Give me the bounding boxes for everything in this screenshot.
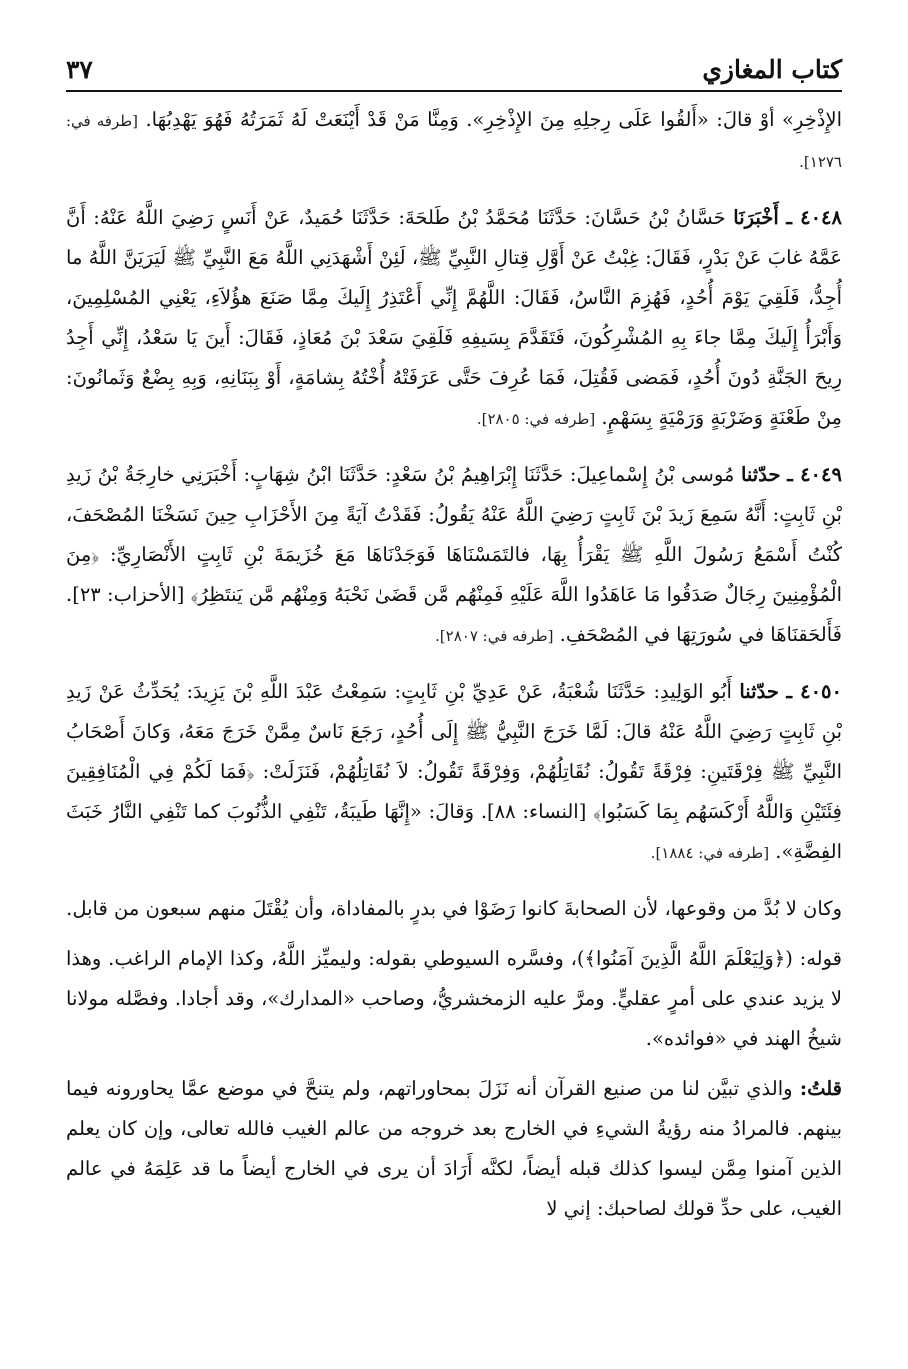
hadith-lead: أَخْبَرَنَا — [733, 206, 779, 229]
book-title: كتاب المغازي — [702, 55, 842, 84]
cross-reference: [طرفه في: ١٨٨٤]. — [650, 844, 770, 862]
hadith-4048 — [66, 198, 842, 439]
commentary-text: والذي تبيَّن لنا من صنيع القرآن أنه نَزَلَ بمحاوراتهم، ولم يتنحَّ في موضع عمَّا يحاورونه فيما بينهم. فالمرادُ منه رؤيةُ الشيءِ في الخارج بعد خروجه من عالم الغيب فالله تعالى، وإن كان يعلم الذين آمنوا مِمَّن ليسوا كذلك قبله أيضاً، لكنَّه أَرَادَ أن يرى في الخارج أيضاً ما قد عَلِمَهُ في عالم الغيب، على حدِّ قولك لصاحبك: إني لا — [66, 1077, 842, 1220]
header-divider — [66, 90, 842, 92]
hadith-text: أَبُو الوَلِيدِ: حَدَّثَنَا شُعْبَةُ، عَنْ عَدِيِّ بْنِ ثَابِتٍ: سَمِعْتُ عَبْدَ اللَّهِ بْنَ يَزِيدَ: يُحَدِّثُ عَنْ زَيدِ بْنِ ثَابِتٍ رَضِيَ اللَّهُ عَنْهُ قالَ: لَمَّا خَرَجَ النَّبِيُّ ﷺ إِلَى أُحُدٍ، رَجَعَ نَاسٌ مِمَّنْ خَرَجَ مَعَهُ، وَكانَ أَصْحَابُ النَّبِيِّ ﷺ فِرْقَتَينِ: فِرْقَةً تَقُولُ: نُقَاتِلُهُمْ، وَفِرْقَةً تَقُولُ: لاَ نُقَاتِلُهُمْ، فَنَزَلَتْ: ﴿فَمَا لَكُمْ فِي الْمُنَافِقِينَ فِئَتَيْنِ وَاللَّهُ أَرْكَسَهُم بِمَا كَسَبُوا﴾ [النساء: ٨٨]. وَقالَ: «إِنَّهَا طَيبَةُ، تَنْفِي الذُّنُوبَ كما تَنْفِي النَّارُ خَبَثَ الفِضَّةِ». — [66, 680, 842, 863]
commentary-paragraph — [66, 1069, 842, 1229]
commentary-paragraph — [66, 939, 842, 1059]
commentary-paragraph — [66, 889, 842, 929]
commentary-text: قوله: (﴿وَلِيَعْلَمَ اللَّهُ الَّذِينَ آمَنُوا﴾)، وفسَّره السيوطي بقوله: وليميِّز اللَّهُ، وكذا الإمام الراغب. وهذا لا يزيد عندي على أمرٍ عقليٍّ. ومرَّ عليه الزمخشريُّ، وصاحب «المدارك»، وقد أجادا. وفصَّله مولانا شيخُ الهند في «فوائده». — [66, 947, 842, 1050]
hadith-text: حَسَّانُ بْنُ حَسَّانَ: حَدَّثَنَا مُحَمَّدُ بْنُ طَلحَةَ: حَدَّثَنَا حُمَيدٌ، عَنْ أَنَسٍ رَضِيَ اللَّهُ عَنْهُ: أَنَّ عَمَّهُ غابَ عَنْ بَدْرٍ، فَقَالَ: غِبْتُ عَنْ أَوَّلِ قِتالِ النَّبِيِّ ﷺ، لَئِنْ أَشْهَدَنِي اللَّهُ مَعَ النَّبِيِّ ﷺ لَيَرَيَنَّ اللَّهُ ما أُجِدُّ، فَلَقِيَ يَوْمَ أُحُدٍ، فَهُزِمَ النَّاسُ، فَقَالَ: اللَّهُمَّ إِنِّي أَعْتَذِرُ إِلَيكَ مِمَّا صَنَعَ هؤُلاَءِ، يَعْنِي المُسْلِمِينَ، وَأَبْرَأُ إِلَيكَ مِمَّا جاءَ بِهِ المُشْرِكُونَ، فَتَقَدَّمَ بِسَيفِهِ فَلَقِيَ سَعْدَ بْنَ مُعَاذٍ، فَقَالَ: أَينَ يَا سَعْدُ، إِنِّي أَجِدُ رِيحَ الجَنَّةِ دُونَ أُحُدٍ، فَمَضى فَقُتِلَ، فَمَا عُرِفَ حَتَّى عَرَفَتْهُ أُخْتُهُ بِشامَةٍ، أَوْ بِبَنَانِهِ، وَبِهِ بِضْعٌ وَثَمانُونَ: مِنْ طَعْنَةٍ وَضَرْبَةٍ وَرَمْيَةٍ بِسَهْمٍ. — [66, 206, 842, 429]
hadith-lead: حدّثنا — [739, 680, 779, 703]
hadith-lead: حدّثنا — [740, 463, 781, 486]
hadith-number: ٤٠٤٩ ـ — [787, 463, 842, 486]
hadith-4050 — [66, 672, 842, 873]
cross-reference: [طرفه في: ٢٨٠٥]. — [476, 410, 596, 428]
hadith-text: مُوسى بْنُ إِسْماعِيلَ: حَدَّثَنَا إِبْرَاهِيمُ بْنُ سَعْدٍ: حَدَّثَنَا ابْنُ شِهَابٍ: أَخْبَرَنِي خارِجَةُ بْنُ زَيدِ بْنِ ثَابِتٍ: أَنَّهُ سَمِعَ زَيدَ بْنَ ثَابِتٍ رَضِيَ اللَّهُ عَنْهُ يَقُولُ: فَقَدْتُ آيَةً مِنَ الأَحْزَابِ حِينَ نَسَخْنَا المُصْحَفَ، كُنْتُ أَسْمَعُ رَسُولَ اللَّهِ ﷺ يَقْرَأُ بِهَا، فالتَمَسْنَاهَا فَوَجَدْنَاهَا مَعَ خُزَيمَةَ بْنِ ثَابِتٍ الأَنْصَارِيِّ: ﴿مِنَ الْمُؤْمِنِينَ رِجَالٌ صَدَقُوا مَا عَاهَدُوا اللَّهَ عَلَيْهِ فَمِنْهُم مَّن قَضَىٰ نَحْبَهُ وَمِنْهُم مَّن يَنتَظِرُ﴾ [الأحزاب: ٢٣]. فَأَلحَقنَاهَا في سُورَتِهَا في المُصْحَفِ. — [66, 463, 842, 646]
cross-reference: [طرفه في: ١٢٧٦]. — [66, 112, 842, 171]
page-header — [66, 36, 842, 84]
page-body — [66, 100, 842, 1239]
hadith-number: ٤٠٤٨ ـ — [786, 206, 843, 229]
commentary-lead: قلتُ: — [799, 1077, 842, 1100]
paragraph-continuation — [66, 100, 842, 182]
paragraph-text: الإِذْخِرِ» أوْ قالَ: «أَلقُوا عَلَى رِجلِهِ مِنَ الإِذْخِرِ». وَمِنَّا مَنْ قَدْ أَيْنَعَتْ لَهُ ثَمَرَتُهُ فَهُوَ يَهْدِبُهَا. — [145, 108, 842, 131]
page-number: ٣٧ — [66, 55, 93, 84]
hadith-4049 — [66, 455, 842, 656]
commentary-text: وكان لا بُدَّ من وقوعها، لأن الصحابةَ كانوا رَضَوْا في بدرٍ بالمفاداة، وأن يُقْتَلَ منهم سبعون من قابل. — [66, 897, 842, 920]
hadith-number: ٤٠٥٠ ـ — [786, 680, 842, 703]
cross-reference: [طرفه في: ٢٨٠٧]. — [435, 627, 554, 645]
